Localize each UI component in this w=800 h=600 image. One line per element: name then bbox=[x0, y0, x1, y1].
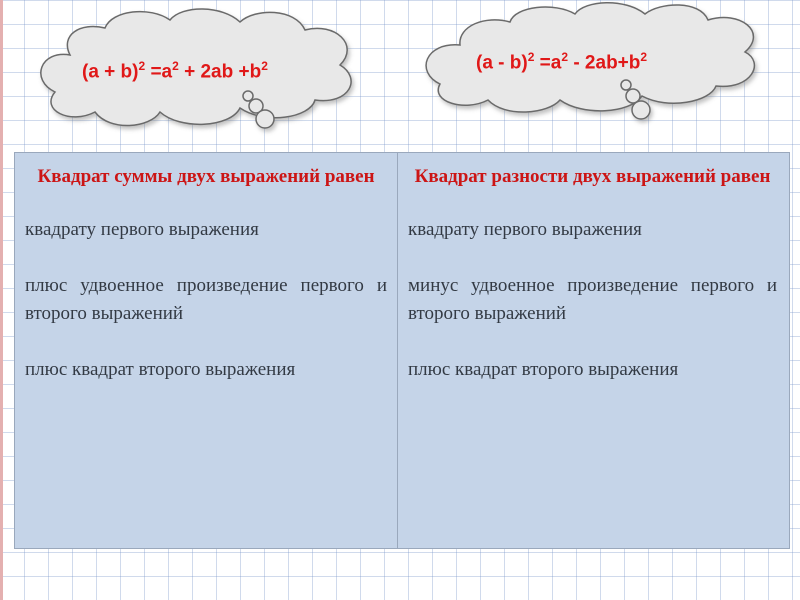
formula-diff-exp2: 2 bbox=[561, 50, 569, 64]
formula-sum-mid: + 2ab +b bbox=[178, 61, 262, 83]
formula-sum-lhs: (a + b) bbox=[82, 61, 139, 83]
formula-diff-exp1: 2 bbox=[527, 50, 535, 64]
formula-diff-exp3: 2 bbox=[640, 50, 648, 64]
diff-rule-line-3: плюс квадрат второго выражения bbox=[408, 359, 679, 380]
diff-rule-column bbox=[398, 153, 789, 548]
diff-rule-heading: Квадрат разности двух выражений равен bbox=[414, 166, 771, 187]
sum-rule-line-1: квадрату первого выражения bbox=[25, 219, 259, 240]
diff-rule-line-2: минус удвоенное произведение первого и второго выражений bbox=[408, 275, 777, 324]
sum-rule-line-3: плюс квадрат второго выражения bbox=[25, 359, 296, 380]
formula-sum-eq: =a bbox=[145, 61, 173, 83]
formula-sum-exp3: 2 bbox=[261, 59, 268, 73]
formula-sum-exp1: 2 bbox=[138, 59, 146, 73]
sum-rule-heading: Квадрат суммы двух выражений равен bbox=[37, 166, 375, 187]
diff-square-formula bbox=[476, 50, 647, 74]
rules-table bbox=[14, 152, 790, 549]
sum-rule-line-2: плюс удвоенное произведение первого и второго выражений bbox=[25, 275, 387, 324]
formula-diff-lhs: (a - b) bbox=[476, 52, 528, 74]
formula-diff-eq: =a bbox=[534, 52, 562, 74]
formula-sum-exp2: 2 bbox=[172, 59, 179, 73]
formula-diff-mid: - 2ab+b bbox=[568, 52, 641, 74]
diff-rule-line-1: квадрату первого выражения bbox=[408, 219, 642, 240]
sum-square-formula bbox=[82, 59, 268, 83]
sum-rule-column bbox=[15, 153, 398, 548]
